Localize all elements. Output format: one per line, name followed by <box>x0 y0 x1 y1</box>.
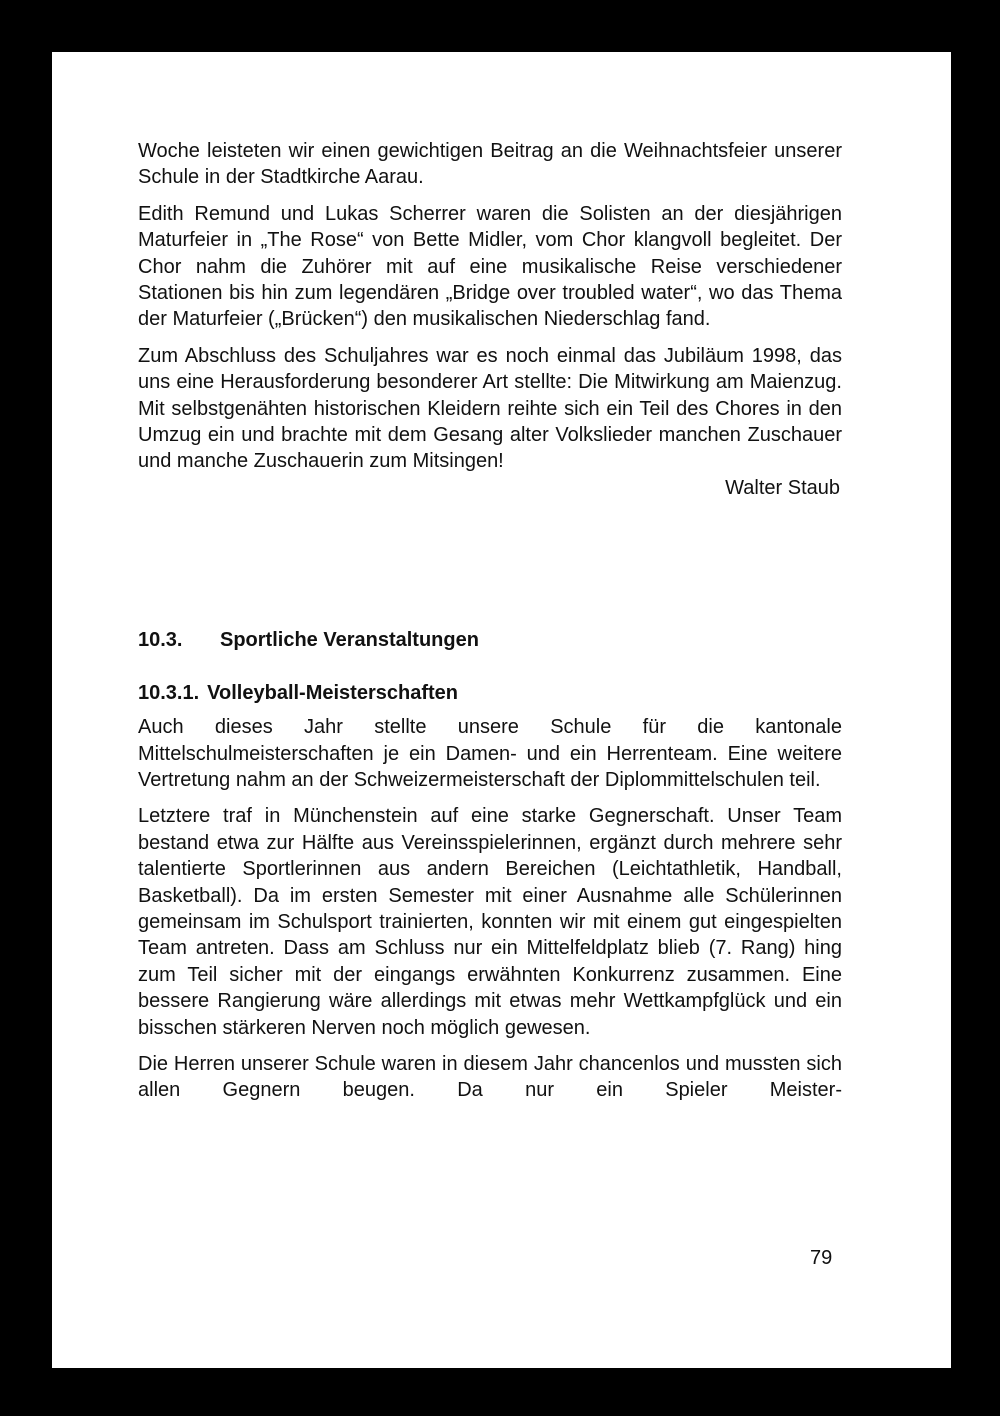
paragraph-maienzug: Zum Abschluss des Schuljahres war es noch einmal das Jubiläum 1998, das uns eine Herausforderung besonderer Art stellte: Die Mitwirkung am Maienzug. Mit selbstgenähten historischen Kleidern reihte sich ein Teil des Chores in den Umzug ein und brachte mit dem Gesang alter Volkslieder manchen Zuschauer und manche Zuschauerin zum Mitsingen! <box>138 344 842 473</box>
paragraph-muenchenstein: Letztere traf in Münchenstein auf eine starke Gegnerschaft. Unser Team bestand etwa zur Hälfte aus Vereinsspielerinnen, ergänzt durch mehrere sehr talentierte Sportlerinnen aus andern Bereichen (Leichtathletik, Handball, Basketball). Da im ersten Semester mit einer Ausnahme alle Schülerinnen gemeinsam im Schulsport trainierten, konnten wir mit einem gut eingespielten Team antreten. Dass am Schluss nur ein Mittelfeldplatz blieb (7. Rang) hing zum Teil sicher mit der eingangs erwähnten Konkurrenz zusammen. Eine bessere Rangierung wäre allerdings mit etwas mehr Wettkampfglück und ein bisschen stärkeren Nerven noch möglich gewesen. <box>138 805 842 1039</box>
paragraph-christmas: Woche leisteten wir einen gewichtigen Beitrag an die Weihnachtsfeier unserer Schule in der Stadtkirche Aarau. <box>138 140 842 189</box>
subsection-title: Volleyball-Meisterschaften <box>207 681 458 704</box>
subsection-heading <box>138 680 842 706</box>
section-title: Sportliche Veranstaltungen <box>220 629 479 652</box>
page-content <box>138 138 842 1114</box>
page-number: 79 <box>810 1247 833 1269</box>
section-number: 10.3. <box>138 629 183 652</box>
paragraph-maturfeier: Edith Remund und Lukas Scherrer waren die Solisten an der diesjährigen Maturfeier in „The Rose“ von Bette Midler, vom Chor klangvoll begleitet. Der Chor nahm die Zuhörer mit auf eine musikalische Reise verschiedener Stationen bis hin zum legendären „Bridge over troubled water“, wo das Thema der Maturfeier („Brücken“) den musikalischen Niederschlag fand. <box>138 202 842 331</box>
document-page <box>52 52 951 1368</box>
paragraph-herren: Die Herren unserer Schule waren in diesem Jahr chancenlos und mussten sich allen Gegnern beugen. Da nur ein Spieler Meister- <box>138 1052 842 1102</box>
author-signature: Walter Staub <box>725 476 840 499</box>
paragraph-teams: Auch dieses Jahr stellte unsere Schule für die kantonale Mittelschulmeisterschaften je ein Damen- und ein Herrenteam. Eine weitere Vertretung nahm an der Schweizermeisterschaft der Diplommittelschulen teil. <box>138 716 842 791</box>
section-heading <box>138 627 842 653</box>
subsection-number: 10.3.1. <box>138 681 200 704</box>
